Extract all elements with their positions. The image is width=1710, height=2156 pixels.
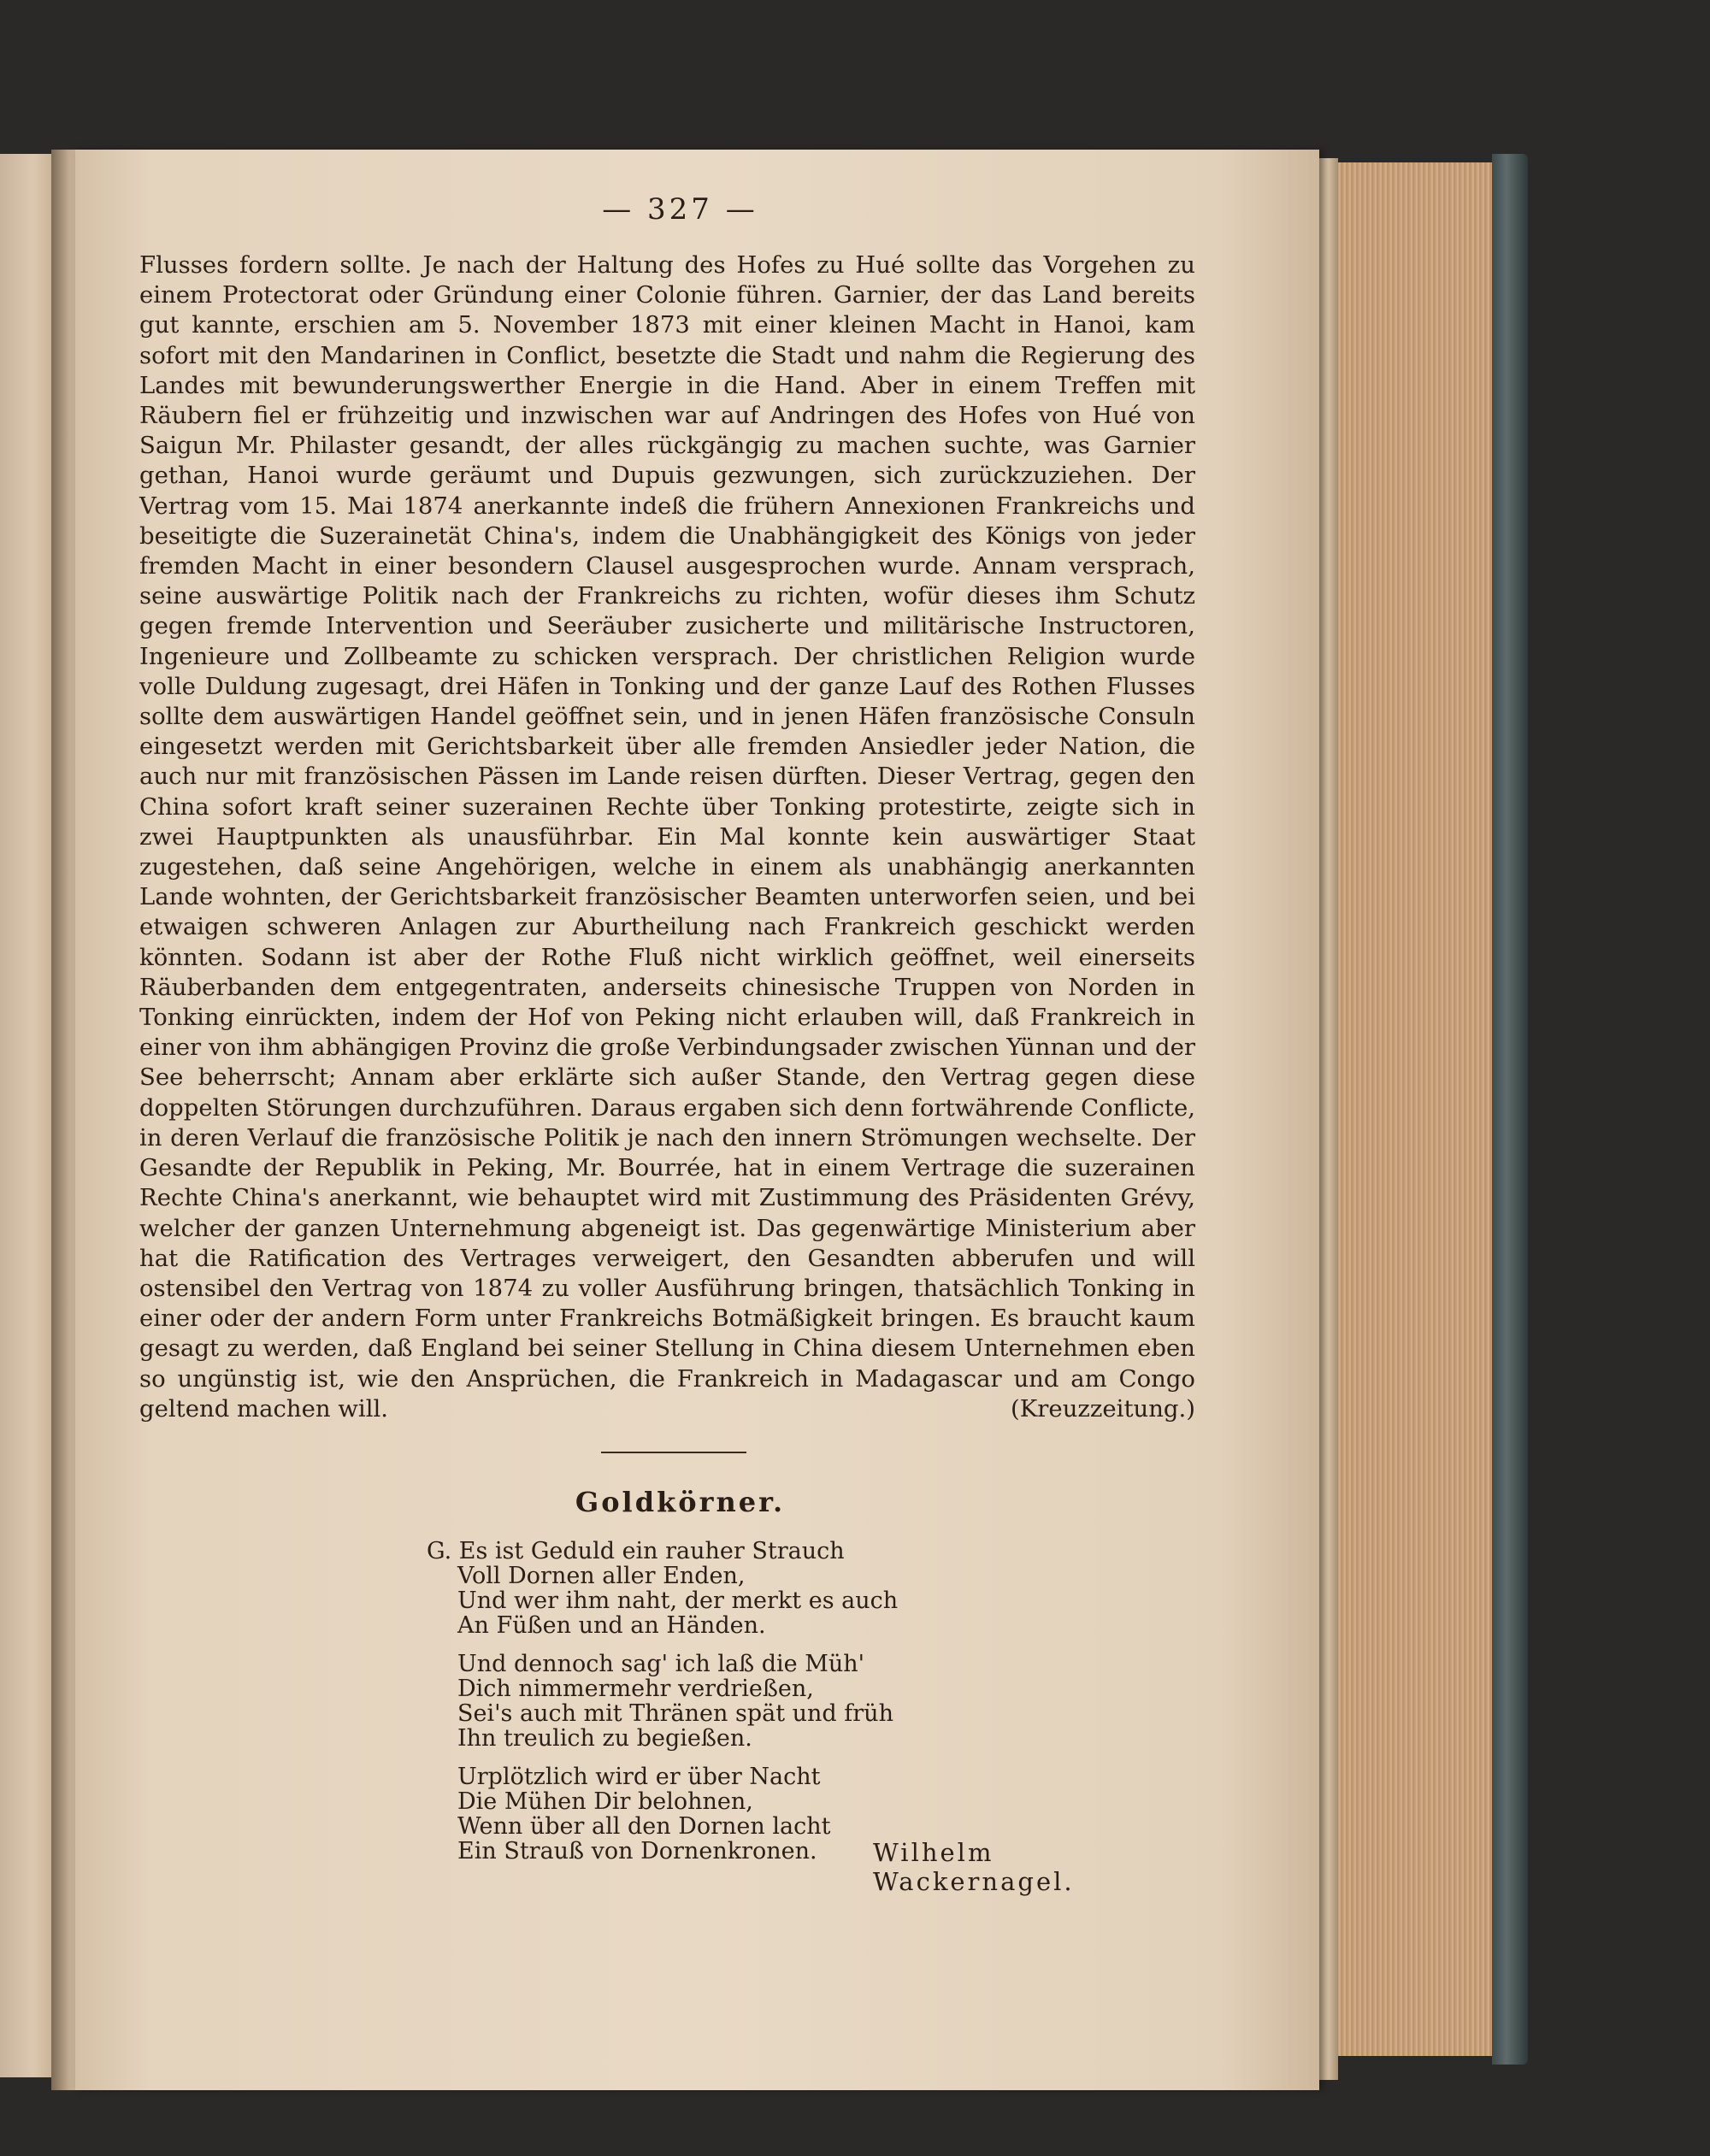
page-right-edge bbox=[1319, 158, 1338, 2080]
article-paragraph bbox=[139, 250, 1195, 1424]
page-block-fore-edge bbox=[1338, 162, 1492, 2056]
article bbox=[139, 250, 1195, 1424]
section-title: Goldkörner. bbox=[575, 1485, 786, 1518]
poem-line: Ihn treulich zu begießen. bbox=[457, 1724, 752, 1752]
article-source: (Kreuzzeitung.) bbox=[1011, 1394, 1195, 1423]
poem-line: G. Es ist Geduld ein rauher Strauch bbox=[427, 1537, 845, 1564]
page-content bbox=[139, 192, 1195, 1896]
poem-stanza bbox=[427, 1652, 1195, 1751]
poem-line: Ein Strauß von Dornenkronen. bbox=[457, 1837, 817, 1864]
poem-line: An Füßen und an Händen. bbox=[457, 1611, 766, 1639]
poem-line: Voll Dornen aller Enden, bbox=[457, 1562, 746, 1589]
poem-line: Urplötzlich wird er über Nacht bbox=[457, 1763, 821, 1790]
poem-stanza bbox=[427, 1539, 1195, 1638]
poem-line: Die Mühen Dir belohnen, bbox=[457, 1788, 753, 1815]
poem-line: Und wer ihm naht, der merkt es auch bbox=[457, 1587, 899, 1614]
poem bbox=[427, 1539, 1195, 1864]
poem-line: Dich nimmermehr verdrießen, bbox=[457, 1675, 814, 1702]
poem-line: Wenn über all den Dornen lacht bbox=[457, 1812, 831, 1840]
article-text: Flusses fordern sollte. Je nach der Haltung des Hofes zu Hué sollte das Vorgehen zu einem Protectorat oder Gründung einer Colonie führen. Garnier, der das Land bereits gut kannte, erschien am 5. November 1873 mit einer kleinen Macht in Hanoi, kam sofort mit den Mandarinen in Conflict, besetzte die Stadt und nahm die Regierung des Landes mit bewunderungswerther Energie in die Hand. Aber in einem Treffen mit Räubern fiel er frühzeitig und inzwischen war auf Andringen des Hofes von Hué von Saigun Mr. Philaster gesandt, der alles rückgängig zu machen suchte, was Garnier gethan, Hanoi wurde geräumt und Dupuis gezwungen, sich zurückzuziehen. Der Vertrag vom 15. Mai 1874 anerkannte indeß die frühern Annexionen Frankreichs und beseitigte die Suzerainetät China's, indem die Unabhängigkeit des Königs von jeder fremden Macht in einer besondern Clausel ausgesprochen wurde. Annam versprach, seine auswärtige Politik nach der Frankreichs zu richten, wofür dieses ihm Schutz gegen fremde Intervention und Seeräuber zusicherte und militärische Instructoren, Ingenieure und Zollbeamte zu schicken versprach. Der christlichen Religion wurde volle Duldung zugesagt, drei Häfen in Tonking und der ganze Lauf des Rothen Flusses sollte dem auswärtigen Handel geöffnet sein, und in jenen Häfen französische Consuln eingesetzt werden mit Gerichtsbarkeit über alle fremden Ansiedler jeder Nation, die auch nur mit französischen Pässen im Lande reisen dürften. Dieser Vertrag, gegen den China sofort kraft seiner suzerainen Rechte über Tonking protestirte, zeigte sich in zwei Hauptpunkten als unausführbar. Ein Mal konnte kein auswärtiger Staat zugestehen, daß seine Angehörigen, welche in einem als unabhängig anerkannten Lande wohnten, der Gerichtsbarkeit französischer Beamten unterworfen seien, und bei etwaigen schweren Anlagen zur Aburtheilung nach Frankreich geschickt werden könnten. Sodann ist aber der Rothe Fluß nicht wirklich geöffnet, weil einerseits Räuberbanden dem entgegentraten, anderseits chinesische Truppen von Norden in Tonking einrückten, indem der Hof von Peking nicht erlauben will, daß Frankreich in einer von ihm abhängigen Provinz die große Verbindungsader zwischen Yünnan und der See beherrscht; Annam aber erklärte sich außer Stande, den Vertrag gegen diese doppelten Störungen durchzuführen. Daraus ergaben sich denn fortwährende Conflicte, in deren Verlauf die französische Politik je nach den innern Strömungen wechselte. Der Gesandte der Republik in Peking, Mr. Bourrée, hat in einem Vertrage die suzerainen Rechte China's anerkannt, wie behauptet wird mit Zustimmung des Präsidenten Grévy, welcher der ganzen Unternehmung abgeneigt ist. Das gegenwärtige Ministerium aber hat die Ratification des Vertrages verweigert, den Gesandten abberufen und will ostensibel den Vertrag von 1874 zu voller Ausführung bringen, thatsächlich Tonking in einer oder der andern Form unter Frankreichs Botmäßigkeit bringen. Es braucht kaum gesagt zu werden, daß England bei seiner Stellung in China diesem Unternehmen eben so ungünstig ist, wie den Ansprüchen, die Frankreich in Madagascar und am Congo geltend machen will. bbox=[139, 251, 1195, 1423]
poem-line: Und dennoch sag' ich laß die Müh' bbox=[457, 1650, 865, 1677]
section-divider bbox=[601, 1452, 746, 1453]
poem-line: Sei's auch mit Thränen spät und früh bbox=[457, 1699, 893, 1727]
book-cover-board bbox=[1492, 154, 1528, 2065]
poem-author: Wilhelm Wackernagel. bbox=[873, 1838, 1075, 1896]
page-number: — 327 — bbox=[602, 192, 758, 227]
